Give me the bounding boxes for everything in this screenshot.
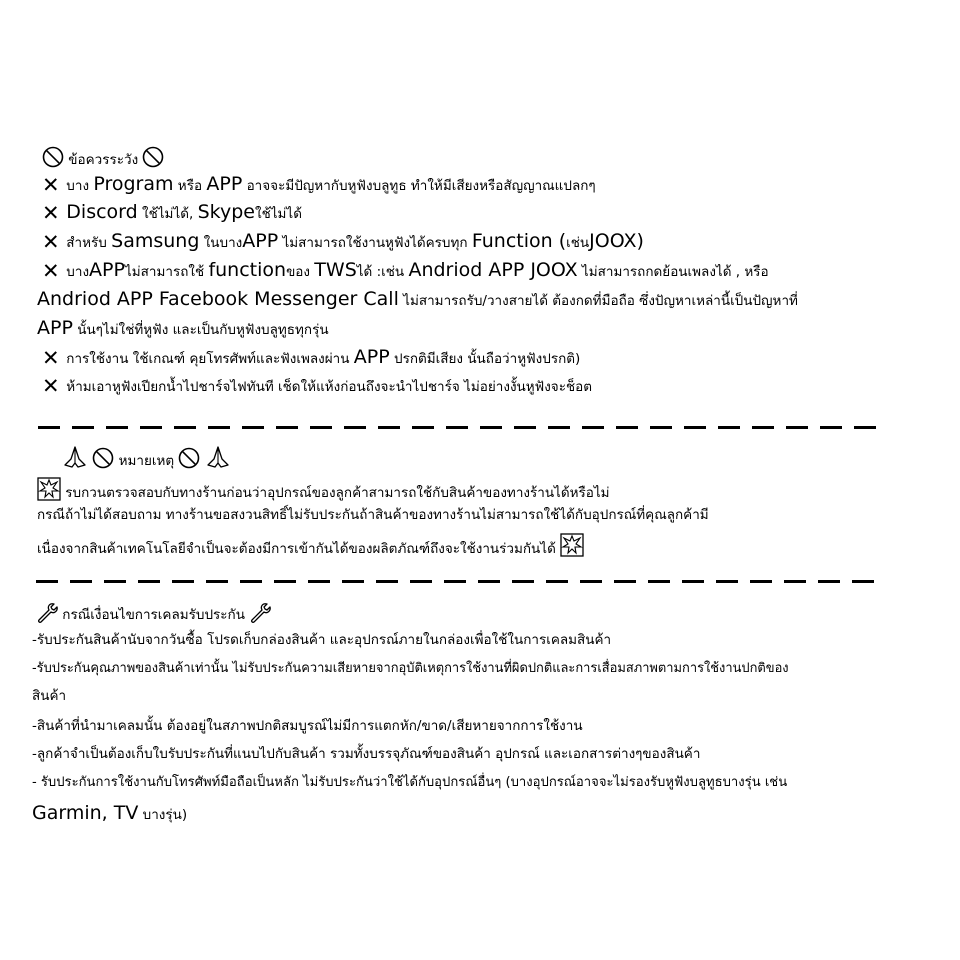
- cross-mark-icon: ✕: [42, 173, 60, 197]
- praying-hands-icon: [62, 445, 88, 469]
- dash-segment: [718, 426, 740, 429]
- dash-segment: [310, 426, 332, 429]
- praying-hands-icon: [205, 445, 231, 469]
- warranty-line: Garmin, TV บางรุ่น): [32, 802, 188, 824]
- wrench-icon: [36, 601, 58, 623]
- dash-segment: [412, 426, 434, 429]
- dash-segment: [208, 426, 230, 429]
- caution-heading: [42, 146, 164, 170]
- note-line: รบกวนตรวจสอบกับทางร้านก่อนว่าอุปกรณ์ของลูกค้าสามารถใช้กับสินค้าของทางร้านได้หรือไม่: [37, 477, 610, 503]
- dash-segment: [274, 580, 296, 583]
- dash-segment: [580, 580, 602, 583]
- dash-segment: [546, 580, 568, 583]
- dash-segment: [308, 580, 330, 583]
- dash-segment: [70, 580, 92, 583]
- dash-segment: [36, 580, 58, 583]
- dash-segment: [512, 580, 534, 583]
- warranty-line: -รับประกันคุณภาพของสินค้าเท่านั้น ไม่รับประกันความเสียหายจากอุบัติเหตุการใช้งานที่ผิดปกติและการเสื่อมสภาพตามการใช้งานปกติของ: [32, 661, 789, 676]
- dash-segment: [444, 580, 466, 583]
- note-title: หมายเหตุ: [118, 453, 175, 469]
- dash-segment: [138, 580, 160, 583]
- wrench-icon: [249, 601, 271, 623]
- warranty-line: -รับประกันสินค้านับจากวันซื้อ โปรดเก็บกล่องสินค้า และอุปกรณ์ภายในกล่องเพื่อใช้ในการเคลมสินค้า: [32, 632, 612, 648]
- prohibited-icon: [92, 447, 114, 469]
- warranty-line: -สินค้าที่นำมาเคลมนั้น ต้องอยู่ในสภาพปกติสมบูรณ์ไม่มีการแตกหัก/ขาด/เสียหายจากการใช้งาน: [32, 718, 583, 734]
- note-line: เนื่องจากสินค้าเทคโนโลยีจำเป็นจะต้องมีการเข้ากันได้ของผลิตภัณฑ์ถึงจะใช้งานร่วมกันได้: [37, 533, 584, 559]
- dash-segment: [480, 426, 502, 429]
- dash-segment: [548, 426, 570, 429]
- warranty-line: สินค้า: [32, 688, 67, 704]
- note-heading: [62, 445, 231, 471]
- cross-mark-icon: ✕: [42, 374, 60, 398]
- dash-segment: [446, 426, 468, 429]
- caution-item: ✕ Discord ใช้ไม่ได้, Skypeใช้ไม่ได้: [42, 201, 302, 225]
- prohibited-icon: [178, 447, 200, 469]
- dash-segment: [140, 426, 162, 429]
- dash-segment: [750, 580, 772, 583]
- cross-mark-icon: ✕: [42, 346, 60, 370]
- anger-symbol-icon: [37, 477, 61, 501]
- note-line: กรณีถ้าไม่ได้สอบถาม ทางร้านขอสงวนสิทธิ์ไม่รับประกันถ้าสินค้าของทางร้านไม่สามารถใช้ได้กับอุปกรณ์ที่คุณลูกค้ามี: [37, 507, 709, 523]
- dash-segment: [376, 580, 398, 583]
- dashed-divider: [38, 426, 890, 429]
- dash-segment: [614, 580, 636, 583]
- dash-segment: [276, 426, 298, 429]
- warranty-heading: [36, 601, 271, 625]
- cross-mark-icon: ✕: [42, 259, 60, 283]
- dash-segment: [478, 580, 500, 583]
- prohibited-icon: [142, 146, 164, 168]
- dash-segment: [72, 426, 94, 429]
- caution-item: ✕ บาง Program หรือ APP อาจจะมีปัญหากับหูฟังบลูทูธ ทำให้มีเสียงหรือสัญญาณแปลกๆ: [42, 173, 596, 197]
- dash-segment: [682, 580, 704, 583]
- cross-mark-icon: ✕: [42, 201, 60, 225]
- dash-segment: [616, 426, 638, 429]
- prohibited-icon: [42, 146, 64, 168]
- warranty-line: - รับประกันการใช้งานกับโทรศัพท์มือถือเป็นหลัก ไม่รับประกันว่าใช้ได้กับอุปกรณ์อื่นๆ (บางอุปกรณ์อาจจะไม่รองรับหูฟังบลูทูธบางรุ่น เช่น: [32, 775, 788, 790]
- caution-item: ✕ สำหรับ Samsung ในบางAPP ไม่สามารถใช้งานหูฟังได้ครบทุก Function (เช่นJOOX): [42, 230, 644, 254]
- dash-segment: [174, 426, 196, 429]
- dash-segment: [344, 426, 366, 429]
- dash-segment: [410, 580, 432, 583]
- dash-segment: [38, 426, 60, 429]
- caution-item: ✕ บางAPPไม่สามารถใช้ functionของ TWSได้ :เช่น Andriod APP JOOX ไม่สามารถกดย้อนเพลงได้ , หรือ: [42, 259, 769, 283]
- dash-segment: [172, 580, 194, 583]
- dash-segment: [716, 580, 738, 583]
- dash-segment: [104, 580, 126, 583]
- dash-segment: [106, 426, 128, 429]
- dash-segment: [752, 426, 774, 429]
- warranty-line: -ลูกค้าจำเป็นต้องเก็บใบรับประกันที่แนบไปกับสินค้า รวมทั้งบรรจุภัณฑ์ของสินค้า อุปกรณ์ และเอกสารต่างๆของสินค้า: [32, 746, 701, 762]
- dash-segment: [242, 426, 264, 429]
- caution-item-cont: APP นั้นๆไม่ใช่ที่หูฟัง และเป็นกับหูฟังบลูทูธทุกรุ่น: [37, 317, 329, 339]
- caution-item-cont: Andriod APP Facebook Messenger Call ไม่สามารถรับ/วางสายได้ ต้องกดที่มือถือ ซึ่งปัญหาเหล่านี้เป็นปัญหาที่: [37, 288, 798, 310]
- dash-segment: [852, 580, 874, 583]
- dash-segment: [648, 580, 670, 583]
- caution-title: ข้อควรระวัง: [68, 152, 139, 168]
- caution-item: ✕ การใช้งาน ใช้เกณฑ์ คุยโทรศัพท์และฟังเพลงผ่าน APP ปรกติมีเสียง นั้นถือว่าหูฟังปรกติ): [42, 346, 581, 370]
- warranty-title: กรณีเงื่อนไขการเคลมรับประกัน: [62, 607, 245, 623]
- caution-item: ✕ ห้ามเอาหูฟังเปียกน้ำไปชาร์จไฟทันที เช็ดให้แห้งก่อนถึงจะนำไปชาร์จ ไม่อย่างงั้นหูฟังจะช็อต: [42, 374, 593, 398]
- cross-mark-icon: ✕: [42, 230, 60, 254]
- dash-segment: [650, 426, 672, 429]
- dash-segment: [784, 580, 806, 583]
- dash-segment: [514, 426, 536, 429]
- dash-segment: [684, 426, 706, 429]
- dash-segment: [240, 580, 262, 583]
- dash-segment: [818, 580, 840, 583]
- dash-segment: [342, 580, 364, 583]
- dash-segment: [854, 426, 876, 429]
- anger-symbol-icon: [560, 533, 584, 557]
- dash-segment: [206, 580, 228, 583]
- dash-segment: [786, 426, 808, 429]
- dashed-divider: [36, 580, 888, 583]
- dash-segment: [820, 426, 842, 429]
- dash-segment: [582, 426, 604, 429]
- dash-segment: [378, 426, 400, 429]
